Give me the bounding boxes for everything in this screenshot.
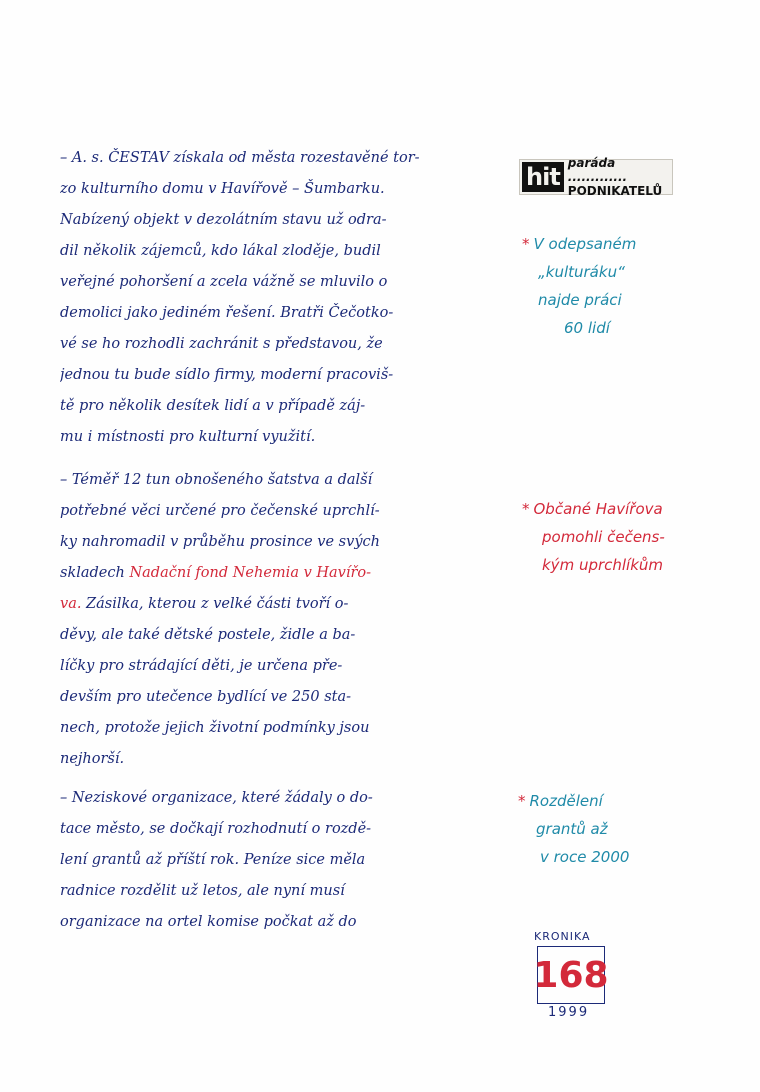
note-line: * Občané Havířova [522, 500, 663, 518]
text-line: veřejné pohoršení a zcela vážně se mluvilo o [60, 274, 388, 290]
text-line: mu i místnosti pro kulturní využití. [60, 429, 316, 445]
note-line: * Rozdělení [518, 792, 603, 810]
text-line: skladech Nadační fond Nehemia v Havířo- [60, 565, 372, 581]
asterisk-icon: * [522, 500, 530, 518]
text-line: nejhorší. [60, 751, 125, 767]
text-line: potřebné věci určené pro čečenské uprchlí- [60, 503, 380, 519]
text-line: líčky pro strádající děti, je určena pře- [60, 658, 343, 674]
text-line: nech, protože jejich životní podmínky jsou [60, 720, 370, 736]
text-line: ky nahromadil v průběhu prosince ve svých [60, 534, 380, 550]
text-line: devším pro utečence bydlící ve 250 sta- [60, 689, 352, 705]
note-line: pomohli čečens- [542, 528, 665, 546]
entry-nehemia [60, 465, 512, 775]
note-line: „kulturáku“ [538, 263, 625, 281]
entry-cestav [60, 143, 512, 453]
text-line: va. Zásilka, kterou z velké části tvoří o- [60, 596, 349, 612]
text-line: jednou tu bude sídlo firmy, moderní pracoviš- [60, 367, 394, 383]
newspaper-clipping [519, 156, 673, 198]
text-line: Nabízený objekt v dezolátním stavu už odra- [60, 212, 387, 228]
note-line: * V odepsaném [522, 235, 637, 253]
text-line: demolici jako jediném řešení. Bratři Čečotko- [60, 305, 394, 321]
text-line: vé se ho rozhodli zachránit s představou, že [60, 336, 383, 352]
clipping-text [568, 156, 672, 198]
clipping-line-1: paráda ............. [567, 156, 628, 184]
text-line: tě pro několik desítek lidí a v případě záj- [60, 398, 366, 414]
text-line: – Neziskové organizace, které žádaly o do- [60, 790, 373, 806]
clipping-logo: hit [522, 162, 564, 192]
chronicle-label: KRONIKA [534, 930, 591, 943]
text-line: děvy, ale také dětské postele, židle a ba- [60, 627, 356, 643]
note-line: kým uprchlíkům [542, 556, 664, 574]
margin-note-kulturak [522, 230, 636, 342]
asterisk-icon: * [518, 792, 526, 810]
text-line: zo kulturního domu v Havířově – Šumbarku. [60, 181, 385, 197]
asterisk-icon: * [522, 235, 530, 253]
page-number-box [533, 946, 609, 1004]
text-line: – A. s. ČESTAV získala od města rozestavěné tor- [60, 150, 420, 166]
text-line: radnice rozdělit už letos, ale nyní musí [60, 883, 345, 899]
text-line: dil několik zájemců, kdo lákal zloděje, budil [60, 243, 381, 259]
page-number: 168 [533, 954, 609, 996]
text-line: – Téměř 12 tun obnošeného šatstva a další [60, 472, 373, 488]
note-line: 60 lidí [564, 319, 610, 337]
organization-name: Nadační fond Nehemia v Havířo- [129, 565, 372, 581]
note-line: najde práci [538, 291, 622, 309]
note-line: grantů až [536, 820, 608, 838]
entry-grants [60, 783, 512, 938]
margin-note-chechen-refugees [522, 495, 665, 579]
text-line: tace město, se dočkají rozhodnutí o rozdě- [60, 821, 372, 837]
chronicle-year: 1999 [548, 1005, 590, 1020]
text-line: organizace na ortel komise počkat až do [60, 914, 357, 930]
organization-name-end: va. [60, 596, 82, 612]
text-line: lení grantů až příští rok. Peníze sice měla [60, 852, 366, 868]
clipping-line-2: PODNIKATELŮ [567, 184, 663, 198]
margin-note-grants [518, 787, 629, 871]
note-line: v roce 2000 [540, 848, 630, 866]
